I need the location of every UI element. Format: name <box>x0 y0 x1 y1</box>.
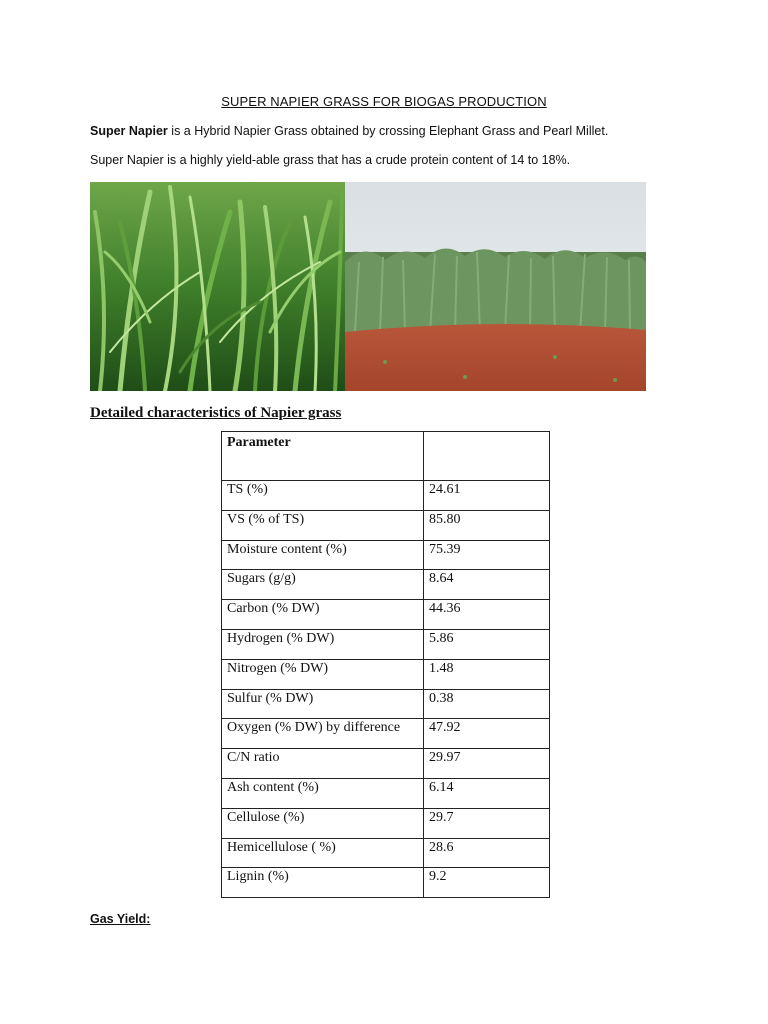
parameter-cell: VS (% of TS) <box>222 510 424 540</box>
table-row <box>222 838 550 868</box>
table-row <box>222 481 550 511</box>
value-cell: 29.97 <box>424 749 550 779</box>
table-row <box>222 570 550 600</box>
table-row <box>222 808 550 838</box>
intro-paragraph-2: Super Napier is a highly yield-able grass that has a crude protein content of 14 to 18%. <box>90 153 571 167</box>
intro-paragraph-1 <box>90 124 608 138</box>
characteristics-table <box>221 431 550 898</box>
parameter-cell: Ash content (%) <box>222 778 424 808</box>
parameter-cell: Oxygen (% DW) by difference <box>222 719 424 749</box>
parameter-cell: Hydrogen (% DW) <box>222 629 424 659</box>
document-title: SUPER NAPIER GRASS FOR BIOGAS PRODUCTION <box>221 94 547 109</box>
table-header-parameter: Parameter <box>222 432 424 481</box>
table-row <box>222 778 550 808</box>
value-cell: 24.61 <box>424 481 550 511</box>
table-row <box>222 600 550 630</box>
table-row <box>222 540 550 570</box>
table-row <box>222 719 550 749</box>
value-cell: 1.48 <box>424 659 550 689</box>
value-cell: 5.86 <box>424 629 550 659</box>
table-row <box>222 629 550 659</box>
value-cell: 28.6 <box>424 838 550 868</box>
table-row <box>222 659 550 689</box>
value-cell: 9.2 <box>424 868 550 898</box>
value-cell: 29.7 <box>424 808 550 838</box>
table-header-value <box>424 432 550 481</box>
gas-yield-heading: Gas Yield: <box>90 912 151 926</box>
napier-grass-closeup-photo <box>90 182 345 391</box>
parameter-cell: Lignin (%) <box>222 868 424 898</box>
value-cell: 47.92 <box>424 719 550 749</box>
parameter-cell: Sulfur (% DW) <box>222 689 424 719</box>
table-row <box>222 868 550 898</box>
section-heading: Detailed characteristics of Napier grass <box>90 405 342 421</box>
value-cell: 75.39 <box>424 540 550 570</box>
table-row <box>222 689 550 719</box>
table-header-row <box>222 432 550 481</box>
parameter-cell: Moisture content (%) <box>222 540 424 570</box>
parameter-cell: Hemicellulose ( %) <box>222 838 424 868</box>
table-row <box>222 749 550 779</box>
parameter-cell: C/N ratio <box>222 749 424 779</box>
intro-bold-term: Super Napier <box>90 124 168 138</box>
table-row <box>222 510 550 540</box>
value-cell: 8.64 <box>424 570 550 600</box>
value-cell: 44.36 <box>424 600 550 630</box>
parameter-cell: Sugars (g/g) <box>222 570 424 600</box>
value-cell: 85.80 <box>424 510 550 540</box>
value-cell: 0.38 <box>424 689 550 719</box>
intro-text-1: is a Hybrid Napier Grass obtained by crossing Elephant Grass and Pearl Millet. <box>167 124 609 138</box>
napier-grass-field-photo <box>345 182 646 391</box>
value-cell: 6.14 <box>424 778 550 808</box>
parameter-cell: Carbon (% DW) <box>222 600 424 630</box>
parameter-cell: Nitrogen (% DW) <box>222 659 424 689</box>
parameter-cell: Cellulose (%) <box>222 808 424 838</box>
parameter-cell: TS (%) <box>222 481 424 511</box>
